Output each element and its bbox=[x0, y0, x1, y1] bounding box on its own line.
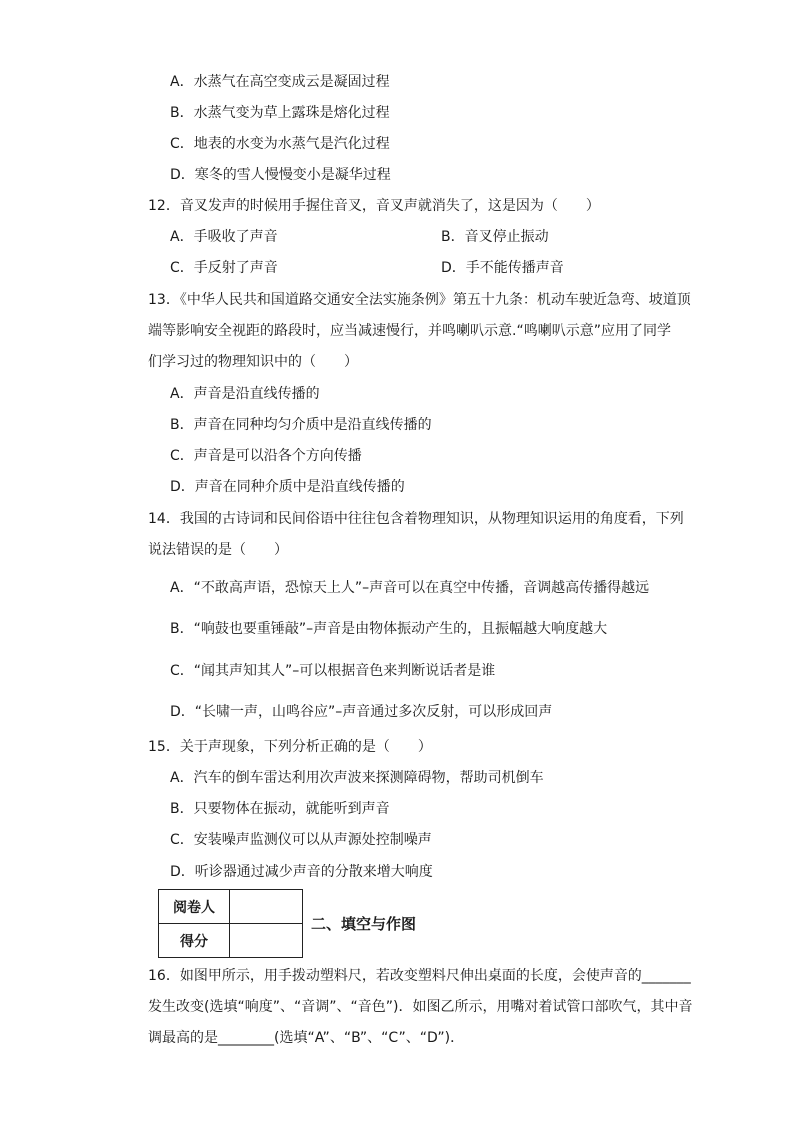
q11-option-a: A．水蒸气在高空变成云是凝固过程 bbox=[170, 74, 390, 90]
q12-option-b: B．音叉停止振动 bbox=[441, 229, 549, 245]
q13-option-b: B．声音在同种均匀介质中是沿直线传播的 bbox=[170, 417, 432, 433]
reviewer-field[interactable] bbox=[230, 890, 303, 924]
q13-option-d: D．声音在同种介质中是沿直线传播的 bbox=[170, 479, 405, 495]
q15-stem: 15．关于声现象，下列分析正确的是（ ） bbox=[148, 739, 432, 755]
section-title: 二、填空与作图 bbox=[311, 915, 417, 933]
q16-line2: 发生改变(选填“响度”、“音调”、“音色”)．如图乙所示，用嘴对着试管口部吹气，其中音 bbox=[148, 999, 693, 1015]
q15-option-b: B．只要物体在振动，就能听到声音 bbox=[170, 801, 390, 817]
q13-stem-line2: 端等影响安全视距的路段时，应当减速慢行，并鸣喇叭示意.“鸣喇叭示意”应用了同学 bbox=[148, 323, 671, 339]
q11-option-c: C．地表的水变为水蒸气是汽化过程 bbox=[170, 136, 390, 152]
q14-option-b: B．“响鼓也要重锤敲”–声音是由物体振动产生的，且振幅越大响度越大 bbox=[170, 621, 608, 637]
q12-option-d: D．手不能传播声音 bbox=[441, 260, 564, 276]
q15-option-c: C．安装噪声监测仪可以从声源处控制噪声 bbox=[170, 832, 432, 848]
q13-option-a: A．声音是沿直线传播的 bbox=[170, 386, 320, 402]
q13-option-c: C．声音是可以沿各个方向传播 bbox=[170, 448, 362, 464]
q16-line1: 16．如图甲所示，用手拨动塑料尺，若改变塑料尺伸出桌面的长度，会使声音的_______ bbox=[148, 968, 691, 984]
q14-stem-line2: 说法错误的是（ ） bbox=[148, 542, 288, 558]
q15-option-a: A．汽车的倒车雷达利用次声波来探测障碍物，帮助司机倒车 bbox=[170, 770, 544, 786]
q12-stem: 12．音叉发声的时候用手握住音叉，音叉声就消失了，这是因为（ ） bbox=[148, 198, 600, 214]
reviewer-label: 阅卷人 bbox=[159, 890, 230, 924]
q16-line3: 调最高的是________(选填“A”、“B”、“C”、“D”)． bbox=[148, 1030, 465, 1046]
q12-option-c: C．手反射了声音 bbox=[170, 260, 278, 276]
score-field[interactable] bbox=[230, 924, 303, 958]
q13-stem-line1: 13．《中华人民共和国道路交通安全法实施条例》第五十九条：机动车驶近急弯、坡道顶 bbox=[148, 292, 691, 308]
q11-option-b: B．水蒸气变为草上露珠是熔化过程 bbox=[170, 105, 390, 121]
score-table bbox=[158, 889, 303, 958]
q12-option-a: A．手吸收了声音 bbox=[170, 229, 278, 245]
q11-option-d: D．寒冬的雪人慢慢变小是凝华过程 bbox=[170, 167, 391, 183]
q14-option-d: D．“长啸一声，山鸣谷应”–声音通过多次反射，可以形成回声 bbox=[170, 704, 553, 720]
q13-stem-line3: 们学习过的物理知识中的（ ） bbox=[148, 354, 358, 370]
q14-stem-line1: 14．我国的古诗词和民间俗语中往往包含着物理知识，从物理知识运用的角度看，下列 bbox=[148, 511, 684, 527]
q14-option-a: A．“不敢高声语，恐惊天上人”–声音可以在真空中传播，音调越高传播得越远 bbox=[170, 580, 650, 596]
q15-option-d: D．听诊器通过减少声音的分散来增大响度 bbox=[170, 864, 433, 880]
score-label: 得分 bbox=[159, 924, 230, 958]
q14-option-c: C．“闻其声知其人”–可以根据音色来判断说话者是谁 bbox=[170, 663, 496, 679]
